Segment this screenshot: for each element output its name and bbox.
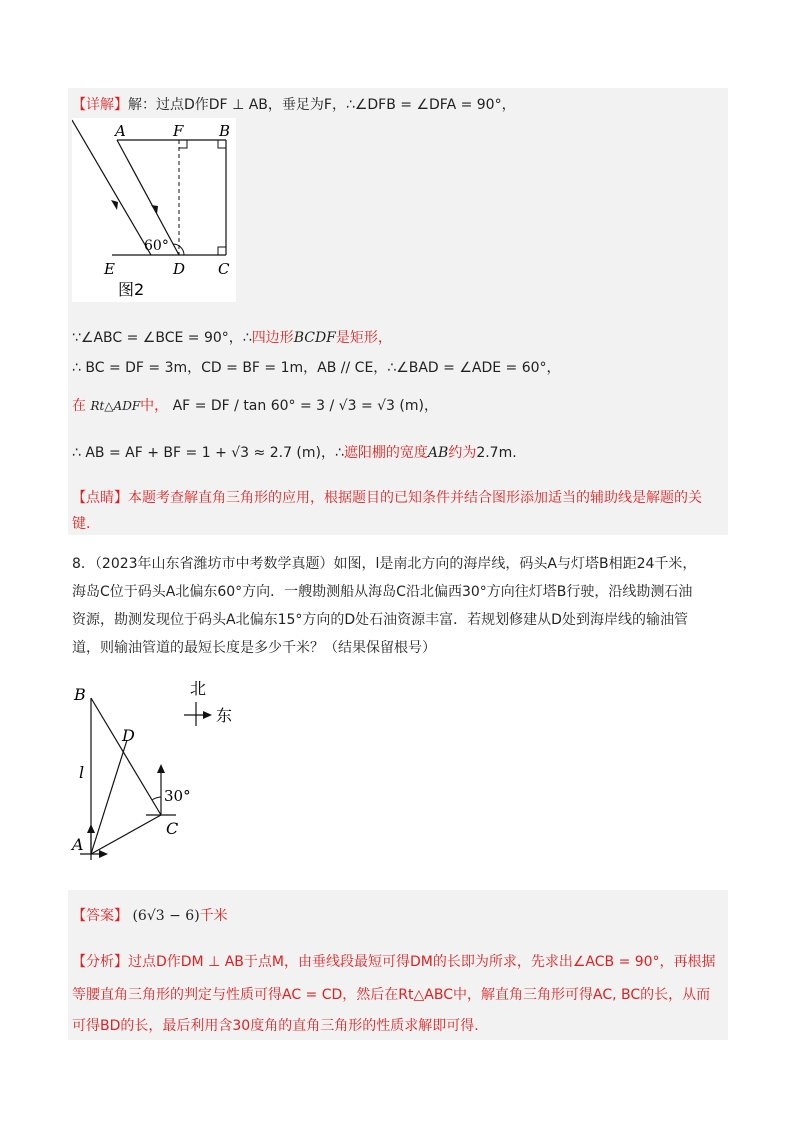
ab-text-e: 约为 [448, 445, 477, 461]
arrow-icon [87, 824, 95, 833]
question-line-3 [72, 609, 688, 631]
label-c: C [166, 819, 179, 838]
answer-unit: 千米 [199, 908, 228, 924]
comment-line-2 [72, 513, 90, 535]
answer-value: (6√3 − 6) [132, 908, 200, 924]
af-text-b: Rt△ADF [90, 399, 141, 413]
comment-text-1: 本题考查解直角三角形的应用，根据题目的已知条件并结合图形添加适当的辅助线是解题的关 [128, 490, 702, 506]
af-formula: AF = DF / tan 60° = 3 / √3 = √3 (m)， [172, 398, 438, 414]
compass-north-label: 北 [190, 679, 207, 698]
label-f: F [173, 122, 184, 140]
line-bc [91, 698, 161, 815]
figure-caption: 图2 [118, 280, 145, 299]
comment-line-1 [72, 487, 702, 509]
rectangle-text-d: 是矩形， [335, 330, 392, 346]
label-angle: 60° [144, 238, 169, 254]
question-text-4: 道，则输油管道的最短长度是多少千米？（结果保留根号） [72, 640, 436, 656]
label-d: D [173, 260, 186, 278]
comment-text-2: 键. [72, 516, 91, 532]
ab-text-d: AB [427, 445, 449, 461]
analysis-text-1: 过点D作DM ⊥ AB于点M，由垂线段最短可得DM的长即为所求，先求出∠ACB = 90°，再根据 [128, 954, 716, 970]
question-text-1: 8．（2023年山东省潍坊市中考数学真题）如图，l是南北方向的海岸线，码头A与灯塔B相距24千米， [72, 556, 697, 572]
rectangle-line [72, 327, 392, 349]
angle-arc [152, 797, 161, 800]
rectangle-text-a: ∵∠ABC = ∠BCE = 90°，∴ [72, 330, 252, 346]
comment-tag: 【点睛】 [72, 490, 128, 506]
analysis-line-3 [72, 1015, 479, 1037]
ab-text-c: 遮阳棚的宽度 [343, 445, 428, 461]
compass-arrow-icon [203, 711, 212, 719]
compass-east-label: 东 [216, 706, 233, 725]
arrow-icon [157, 764, 165, 773]
label-a: A [72, 835, 84, 854]
detail-line [72, 94, 516, 116]
question-text-2: 海岛C位于码头A北偏东60°方向．一艘勘测船从海岛C沿北偏西30°方向往灯塔B行驶，沿线勘测石油 [72, 584, 693, 600]
answer-tag: 【答案】 [72, 908, 128, 924]
arrow-icon [99, 850, 108, 858]
analysis-line-1 [72, 951, 716, 973]
analysis-line-2 [72, 984, 710, 1006]
af-text-c: 中， [140, 398, 169, 414]
question-line-4 [72, 637, 436, 659]
detail-text: 解：过点D作DF ⊥ AB，垂足为F，∴∠DFB = ∠DFA = 90°， [128, 97, 516, 113]
analysis-text-3: 可得BD的长，最后利用含30度角的直角三角形的性质求解即可得. [72, 1018, 479, 1034]
equalities-text: ∴ BC = DF = 3m，CD = BF = 1m，AB // CE，∴∠BAD = ∠ADE = 60°， [72, 360, 561, 376]
af-text-a: 在 [72, 398, 86, 414]
label-b: B [74, 685, 86, 704]
detail-tag: 【详解】 [72, 97, 128, 113]
label-a: A [115, 122, 126, 140]
figure-2-bg [72, 118, 236, 302]
question-text-3: 资源，勘测发现位于码头A北偏东15°方向的D处石油资源丰富．若规划修建从D处到海岸线的输油管 [72, 612, 688, 628]
label-c: C [218, 260, 230, 278]
rectangle-text-c: BCDF [293, 330, 336, 346]
analysis-tag: 【分析】 [72, 954, 128, 970]
answer-line [72, 905, 228, 927]
analysis-text-2: 等腰直角三角形的判定与性质可得AC = CD，然后在Rt△ABC中，解直角三角形可得AC, BC的长，从而 [72, 987, 711, 1003]
ab-text-f: 2.7m. [476, 445, 517, 461]
rectangle-text-b: 四边形 [251, 330, 294, 346]
ab-text-b: ，∴ [321, 445, 344, 461]
question-line-1 [72, 553, 696, 575]
ab-line [72, 442, 517, 464]
ab-formula: ∴ AB = AF + BF = 1 + √3 ≈ 2.7 (m) [72, 445, 321, 461]
af-line [72, 395, 438, 417]
label-b: B [219, 122, 231, 140]
figure-2 [72, 118, 236, 302]
label-e: E [104, 260, 115, 278]
equalities-line [72, 357, 561, 379]
label-angle: 30° [164, 787, 191, 805]
question-line-2 [72, 581, 692, 603]
label-d: D [122, 726, 135, 745]
figure-q8 [60, 668, 260, 868]
label-l: l [79, 763, 85, 782]
